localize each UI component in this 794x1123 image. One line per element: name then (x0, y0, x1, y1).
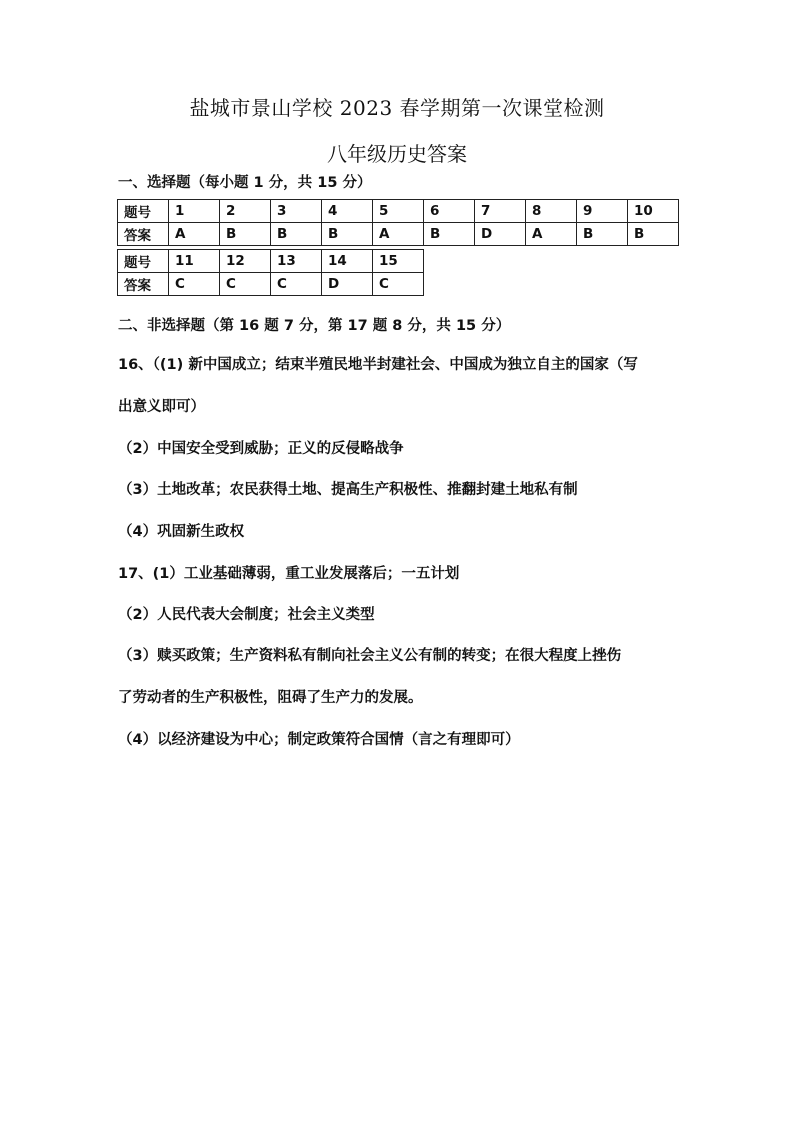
table-cell: D (322, 273, 373, 296)
table-cell: 13 (271, 250, 322, 273)
table-cell: 3 (271, 200, 322, 223)
row-label: 题号 (118, 200, 169, 223)
table-cell: 6 (424, 200, 475, 223)
table-cell: 1 (169, 200, 220, 223)
table-cell: B (424, 223, 475, 246)
table-cell: A (526, 223, 577, 246)
row-label: 答案 (118, 223, 169, 246)
answer-line: 了劳动者的生产积极性，阻碍了生产力的发展。 (118, 690, 423, 706)
table-cell: 9 (577, 200, 628, 223)
table-cell: 10 (628, 200, 679, 223)
table-row-answers (118, 273, 424, 296)
table-cell: 14 (322, 250, 373, 273)
table-cell: B (220, 223, 271, 246)
table-cell: 8 (526, 200, 577, 223)
document-subtitle: 八年级历史答案 (327, 142, 467, 166)
table-cell: C (220, 273, 271, 296)
table-cell: 4 (322, 200, 373, 223)
table-cell: C (271, 273, 322, 296)
table-cell: A (373, 223, 424, 246)
answer-table-1 (117, 199, 679, 246)
table-cell: 11 (169, 250, 220, 273)
answer-line: （3）土地改革；农民获得土地、提高生产积极性、推翻封建土地私有制 (118, 482, 578, 498)
table-cell: C (169, 273, 220, 296)
table-cell: B (628, 223, 679, 246)
section-heading-open-questions: 二、非选择题（第 16 题 7 分，第 17 题 8 分，共 15 分） (118, 318, 511, 334)
table-cell: B (322, 223, 373, 246)
table-cell: 7 (475, 200, 526, 223)
section-heading-multiple-choice: 一、选择题（每小题 1 分，共 15 分） (118, 175, 372, 191)
answer-line: （4）以经济建设为中心；制定政策符合国情（言之有理即可） (118, 732, 520, 748)
table-row-questions (118, 250, 424, 273)
table-cell: 2 (220, 200, 271, 223)
table-cell: B (577, 223, 628, 246)
table-cell: 5 (373, 200, 424, 223)
answer-table-2 (117, 249, 424, 296)
table-row-questions (118, 200, 679, 223)
answer-line: （3）赎买政策；生产资料私有制向社会主义公有制的转变；在很大程度上挫伤 (118, 648, 622, 664)
answer-line: （2）中国安全受到威胁；正义的反侵略战争 (118, 441, 404, 457)
document-title: 盐城市景山学校 2023 春学期第一次课堂检测 (189, 96, 605, 120)
row-label: 答案 (118, 273, 169, 296)
table-cell: B (271, 223, 322, 246)
row-label: 题号 (118, 250, 169, 273)
table-cell: A (169, 223, 220, 246)
table-row-answers (118, 223, 679, 246)
answer-line: （2）人民代表大会制度；社会主义类型 (118, 607, 375, 623)
table-cell: D (475, 223, 526, 246)
table-cell: C (373, 273, 424, 296)
answer-line: 17、(1）工业基础薄弱，重工业发展落后；一五计划 (118, 566, 460, 582)
answer-line: 16、（(1) 新中国成立；结束半殖民地半封建社会、中国成为独立自主的国家（写 (118, 357, 638, 373)
answer-line: 出意义即可） (118, 399, 205, 415)
table-cell: 12 (220, 250, 271, 273)
answer-line: （4）巩固新生政权 (118, 524, 245, 540)
table-cell: 15 (373, 250, 424, 273)
